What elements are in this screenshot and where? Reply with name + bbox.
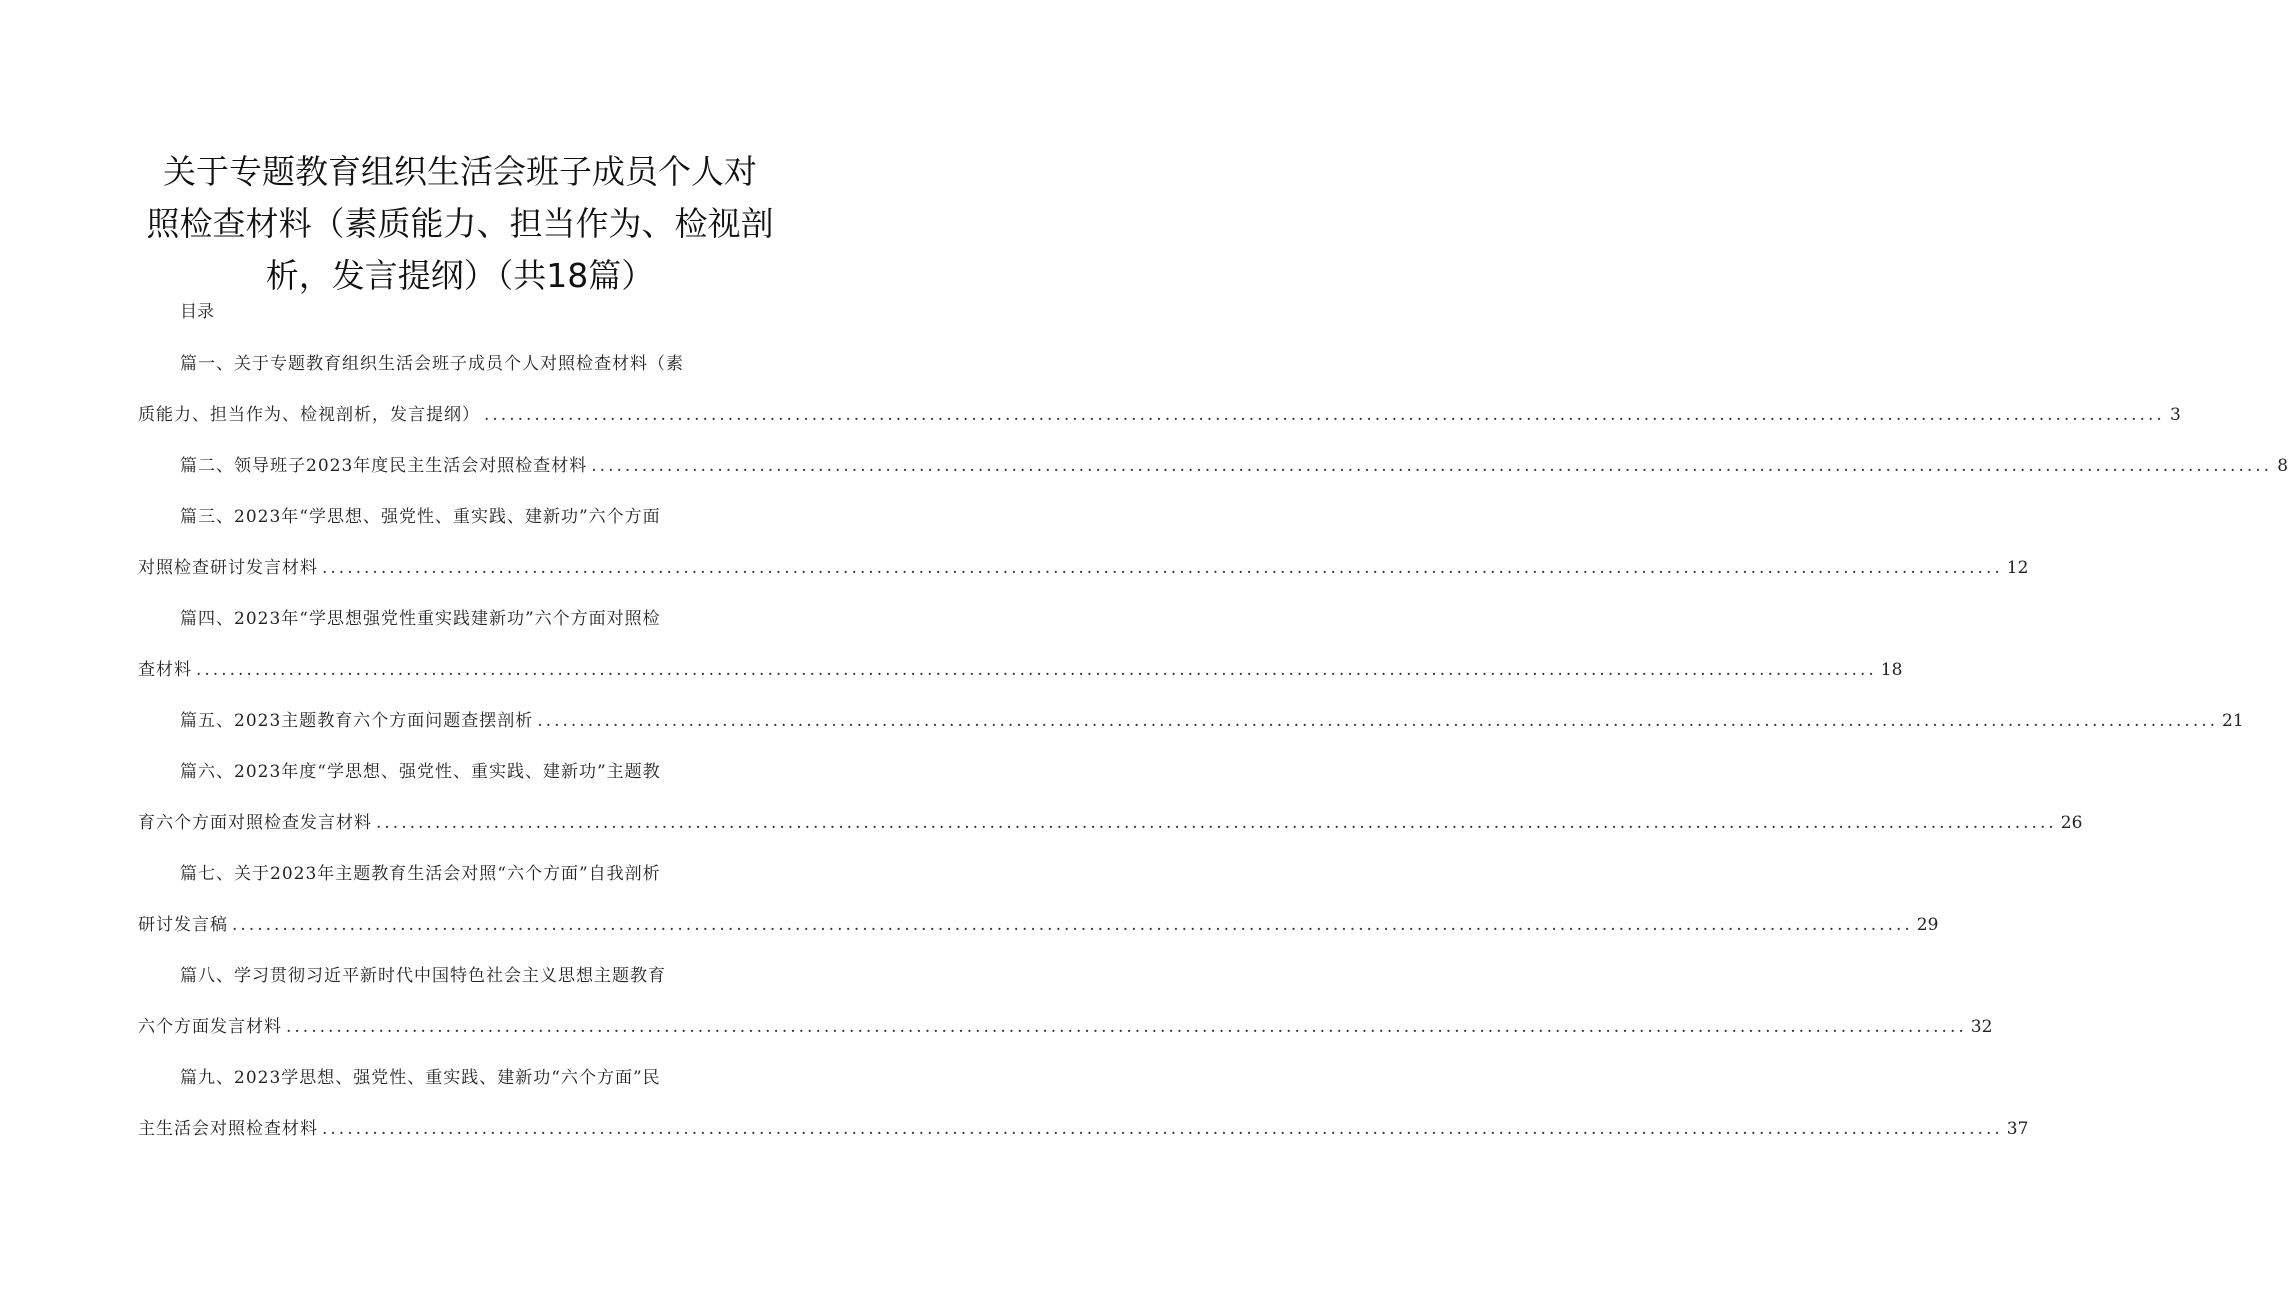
- toc-page-number: 3: [2169, 405, 2181, 425]
- toc-entry-4-line-1[interactable]: [180, 605, 774, 633]
- toc-leader-dots: ........................................................................................................................................................................................................: [322, 558, 2003, 578]
- toc-leader-dots: ........................................................................................................................................................................................................: [322, 1119, 2003, 1139]
- toc-entry-text: 篇四、2023年“学思想强党性重实践建新功”六个方面对照检: [180, 609, 661, 629]
- toc-entry-text: 篇八、学习贯彻习近平新时代中国特色社会主义思想主题教育: [180, 966, 666, 986]
- toc-entry-3-line-2[interactable]: [138, 554, 2029, 582]
- toc-leader-dots: ........................................................................................................................................................................................................: [286, 1017, 1967, 1037]
- toc-entry-text: 篇一、关于专题教育组织生活会班子成员个人对照检查材料（素: [180, 354, 684, 374]
- toc-entry-text: 查材料: [138, 660, 192, 680]
- toc-entry-4-line-2[interactable]: [138, 656, 1903, 684]
- toc-entry-text: 篇七、关于2023年主题教育生活会对照“六个方面”自我剖析: [180, 864, 661, 884]
- toc-entry-text: 篇三、2023年“学思想、强党性、重实践、建新功”六个方面: [180, 507, 661, 527]
- toc-entry-text: 质能力、担当作为、检视剖析，发言提纲）: [138, 405, 480, 425]
- toc-leader-dots: ........................................................................................................................................................................................................: [537, 711, 2219, 731]
- toc-page-number: 26: [2060, 813, 2083, 833]
- toc-page-number: 21: [2222, 711, 2244, 731]
- toc-page-number: 12: [2006, 558, 2029, 578]
- toc-page-number: 18: [1880, 660, 1903, 680]
- title-line-2: 照检查材料（素质能力、担当作为、检视剖: [146, 204, 774, 244]
- toc-entry-text: 六个方面发言材料: [138, 1017, 282, 1037]
- document-title: [120, 146, 800, 302]
- toc-entry-text: 主生活会对照检查材料: [138, 1119, 318, 1139]
- toc-heading: 目录: [180, 302, 214, 322]
- toc-entry-1-line-2[interactable]: [138, 401, 2181, 429]
- toc-page-number: 32: [1970, 1017, 1993, 1037]
- toc-entry-6-line-1[interactable]: [180, 758, 774, 786]
- toc-entry-8-line-1[interactable]: [180, 962, 774, 990]
- title-line-1: 关于专题教育组织生活会班子成员个人对: [163, 152, 757, 192]
- toc-leader-dots: ........................................................................................................................................................................................................: [232, 915, 1913, 935]
- toc-entry-7-line-2[interactable]: [138, 911, 1939, 939]
- toc-entry-text: 育六个方面对照检查发言材料: [138, 813, 372, 833]
- toc-entry-1-line-1[interactable]: [180, 350, 774, 378]
- toc-entry-text: 对照检查研讨发言材料: [138, 558, 318, 578]
- toc-page-number: 8: [2277, 456, 2288, 476]
- toc-page-number: 37: [2006, 1119, 2029, 1139]
- toc-entry-6-line-2[interactable]: [138, 809, 2083, 837]
- toc-leader-dots: ........................................................................................................................................................................................................: [196, 660, 1877, 680]
- toc-leader-dots: ........................................................................................................................................................................................................: [591, 456, 2273, 476]
- toc-entry-9-line-1[interactable]: [180, 1064, 774, 1092]
- toc-entry-7-line-1[interactable]: [180, 860, 774, 888]
- toc-entry-text: 研讨发言稿: [138, 915, 228, 935]
- toc-entry-5-line-1[interactable]: [180, 707, 2244, 735]
- toc-entry-text: 篇五、2023主题教育六个方面问题查摆剖析: [180, 711, 534, 731]
- toc-entry-text: 篇六、2023年度“学思想、强党性、重实践、建新功”主题教: [180, 762, 661, 782]
- toc-entry-8-line-2[interactable]: [138, 1013, 1993, 1041]
- toc-entry-3-line-1[interactable]: [180, 503, 774, 531]
- title-line-3: 析，发言提纲）（共18篇）: [265, 256, 655, 296]
- toc-entry-text: 篇二、领导班子2023年度民主生活会对照检查材料: [180, 456, 588, 476]
- toc-page-number: 29: [1916, 915, 1939, 935]
- toc-leader-dots: ........................................................................................................................................................................................................: [484, 405, 2165, 425]
- toc-entry-2-line-1[interactable]: [180, 452, 2288, 480]
- toc-entry-9-line-2[interactable]: [138, 1115, 2029, 1143]
- toc-leader-dots: ........................................................................................................................................................................................................: [376, 813, 2057, 833]
- toc-entry-text: 篇九、2023学思想、强党性、重实践、建新功“六个方面”民: [180, 1068, 661, 1088]
